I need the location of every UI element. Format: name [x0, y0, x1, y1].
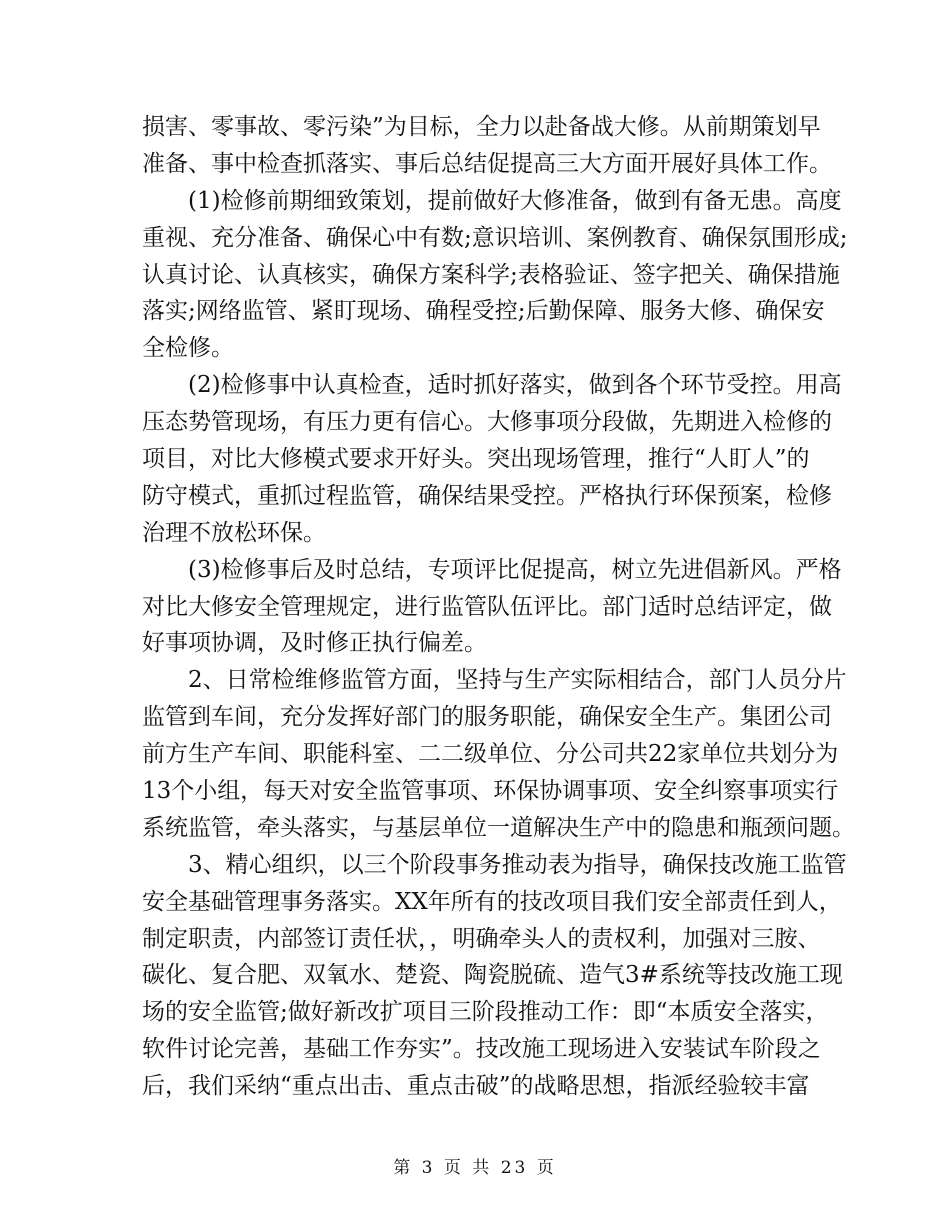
text-line: 系统监管，牵头落实，与基层单位一道解决生产中的隐患和瓶颈问题。: [142, 814, 855, 841]
text-line: 制定职责，内部签订责任状，，明确牵头人的责权利，加强对三胺、: [142, 925, 821, 952]
text-line: 损害、零事故、零污染”为目标，全力以赴备战大修。从前期策划早: [142, 114, 821, 140]
text-line: (1)检修前期细致策划，提前做好大修准备，做到有备无患。高度: [188, 187, 842, 214]
page-number-footer: 第 3 页 共 23 页: [393, 1158, 557, 1178]
text-line: 重视、充分准备、确保心中有数;意识培训、案例教育、确保氛围形成;: [142, 224, 848, 251]
text-line: 3、精心组织，以三个阶段事务推动表为指导，确保技改施工监管: [188, 851, 847, 878]
text-line: 项目，对比大修模式要求开好头。突出现场管理，推行“人盯人”的: [142, 446, 810, 473]
text-line: 全检修。: [142, 335, 234, 362]
text-line: 认真讨论、认真核实，确保方案科学;表格验证、签字把关、确保措施: [142, 261, 840, 288]
text-line: 场的安全监管;做好新改扩项目三阶段推动工作：即“本质安全落实，: [142, 999, 829, 1026]
text-line: 后，我们采纳“重点出击、重点击破”的战略思想，指派经验较丰富: [142, 1073, 810, 1100]
text-line: 好事项协调，及时修正执行偏差。: [142, 630, 487, 657]
text-line: 13个小组，每天对安全监管事项、环保协调事项、安全纠察事项实行: [142, 778, 839, 805]
paragraph: [142, 662, 855, 846]
document-body: [142, 109, 855, 1105]
text-line: 前方生产车间、职能科室、二二级单位、分公司共22家单位共划分为: [142, 741, 839, 768]
text-line: 落实;网络监管、紧盯现场、确程受控;后勤保障、服务大修、确保安: [142, 298, 825, 325]
paragraph: [142, 847, 847, 1105]
text-line: 2、日常检维修监管方面，坚持与生产实际相结合，部门人员分片: [188, 667, 847, 694]
text-line: 治理不放松环保。: [142, 519, 326, 546]
text-line: 压态势管现场，有压力更有信心。大修事项分段做，先期进入检修的: [142, 409, 832, 436]
text-line: 碳化、复合肥、双氧水、楚瓷、陶瓷脱硫、造气3#系统等技改施工现: [142, 962, 843, 989]
text-line: (2)检修事中认真检查，适时抓好落实，做到各个环节受控。用高: [188, 372, 842, 399]
paragraph: [142, 109, 832, 183]
text-line: (3)检修事后及时总结，专项评比促提高，树立先进倡新风。严格: [188, 556, 842, 583]
text-line: 软件讨论完善，基础工作夯实”。技改施工现场进入安装试车阶段之: [142, 1036, 821, 1063]
text-line: 安全基础管理事务落实。XX年所有的技改项目我们安全部责任到人，: [142, 888, 842, 915]
text-line: 准备、事中检查抓落实、事后总结促提高三大方面开展好具体工作。: [142, 150, 832, 177]
paragraph: [142, 183, 848, 367]
paragraph: [142, 367, 842, 551]
text-line: 监管到车间，充分发挥好部门的服务职能，确保安全生产。集团公司: [142, 704, 832, 731]
text-line: 防守模式，重抓过程监管，确保结果受控。严格执行环保预案，检修: [142, 482, 832, 509]
paragraph: [142, 552, 842, 663]
text-line: 对比大修安全管理规定，进行监管队伍评比。部门适时总结评定，做: [142, 593, 832, 620]
